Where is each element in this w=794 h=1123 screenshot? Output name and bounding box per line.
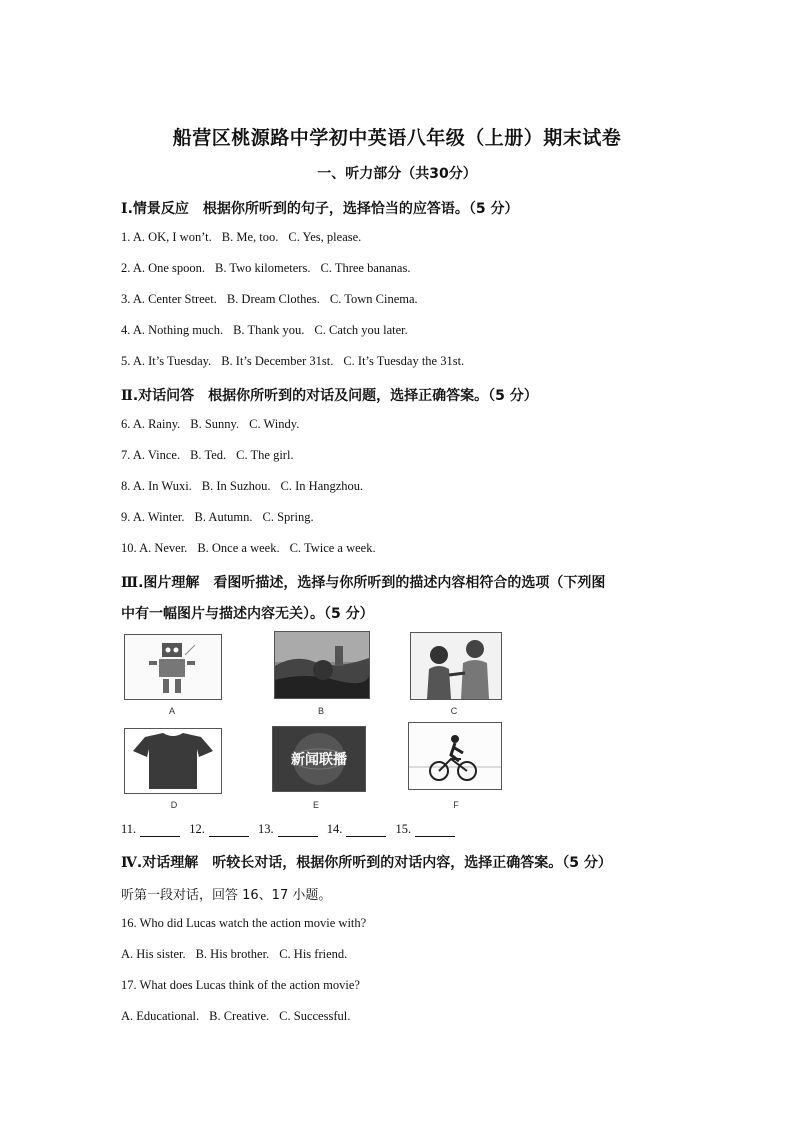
- part-subtitle: 一、听力部分（共30分）: [317, 166, 477, 182]
- section-2-heading: [121, 385, 538, 405]
- section-3-heading: [121, 572, 605, 592]
- question-8: 8. A. In Wuxi. B. In Suzhou. C. In Hangzhou.: [121, 479, 364, 493]
- question-2: 2. A. One spoon. B. Two kilometers. C. Three bananas.: [121, 261, 411, 275]
- answer-blanks: 11. 12. 13. 14. 15.: [121, 822, 461, 837]
- answer-blank[interactable]: [415, 824, 455, 837]
- people-icon: [411, 633, 501, 699]
- dialog-intro: 听第一段对话，回答 16、17 小题。: [121, 888, 332, 903]
- section-numeral: Ⅲ: [121, 575, 139, 591]
- section-numeral: Ⅰ: [121, 201, 128, 217]
- picture-label-d: D: [170, 800, 178, 810]
- question-4: 4. A. Nothing much. B. Thank you. C. Catch you later.: [121, 323, 408, 337]
- landscape-icon: [275, 632, 369, 698]
- answer-blank[interactable]: [278, 824, 318, 837]
- question-5: 5. A. It’s Tuesday. B. It’s December 31st. C. It’s Tuesday the 31st.: [121, 354, 465, 368]
- robot-icon: [125, 635, 221, 699]
- picture-f-cyclist: [408, 722, 502, 790]
- picture-label-e: E: [312, 800, 319, 810]
- section-3-heading-cont: 中有一幅图片与描述内容无关）。（5 分）: [121, 606, 374, 622]
- question-17-stem: 17. What does Lucas think of the action movie?: [121, 978, 360, 992]
- page-title: 船营区桃源路中学初中英语八年级（上册）期末试卷: [172, 127, 622, 149]
- question-6: 6. A. Rainy. B. Sunny. C. Windy.: [121, 417, 300, 431]
- question-10: 10. A. Never. B. Once a week. C. Twice a week.: [121, 541, 376, 555]
- section-text: .对话问答 根据你所听到的对话及问题，选择正确答案。（5 分）: [132, 388, 538, 404]
- tv-news-caption: 新闻联播: [291, 752, 347, 768]
- question-16-stem: 16. Who did Lucas watch the action movie with?: [121, 916, 367, 930]
- picture-c-people: [410, 632, 502, 700]
- picture-label-a: A: [168, 706, 175, 716]
- question-3: 3. A. Center Street. B. Dream Clothes. C. Town Cinema.: [121, 292, 418, 306]
- question-16-options: A. His sister. B. His brother. C. His friend.: [121, 947, 348, 961]
- question-9: 9. A. Winter. B. Autumn. C. Spring.: [121, 510, 314, 524]
- picture-label-f: F: [453, 800, 459, 810]
- section-numeral: Ⅱ: [121, 388, 133, 404]
- section-4-heading: [121, 852, 612, 872]
- section-text: .对话理解 听较长对话，根据你所听到的对话内容，选择正确答案。（5 分）: [136, 855, 612, 871]
- section-numeral: Ⅳ: [121, 855, 137, 871]
- tshirt-icon: [125, 729, 221, 793]
- question-7: 7. A. Vince. B. Ted. C. The girl.: [121, 448, 294, 462]
- picture-e-tv-news: [272, 726, 366, 792]
- picture-label-c: C: [450, 706, 458, 716]
- question-1: 1. A. OK, I won’t. B. Me, too. C. Yes, please.: [121, 230, 362, 244]
- picture-a-robot: [124, 634, 222, 700]
- cyclist-icon: [409, 723, 501, 789]
- answer-blank[interactable]: [140, 824, 180, 837]
- section-1-heading: [121, 198, 519, 218]
- answer-blank[interactable]: [346, 824, 386, 837]
- picture-b-landscape: [274, 631, 370, 699]
- answer-blank[interactable]: [209, 824, 249, 837]
- picture-label-b: B: [317, 706, 324, 716]
- picture-d-tshirt: [124, 728, 222, 794]
- section-text: .情景反应 根据你所听到的句子，选择恰当的应答语。（5 分）: [127, 201, 519, 217]
- question-17-options: A. Educational. B. Creative. C. Successful.: [121, 1009, 351, 1023]
- section-text: .图片理解 看图听描述，选择与你所听到的描述内容相符合的选项（下列图: [138, 575, 606, 591]
